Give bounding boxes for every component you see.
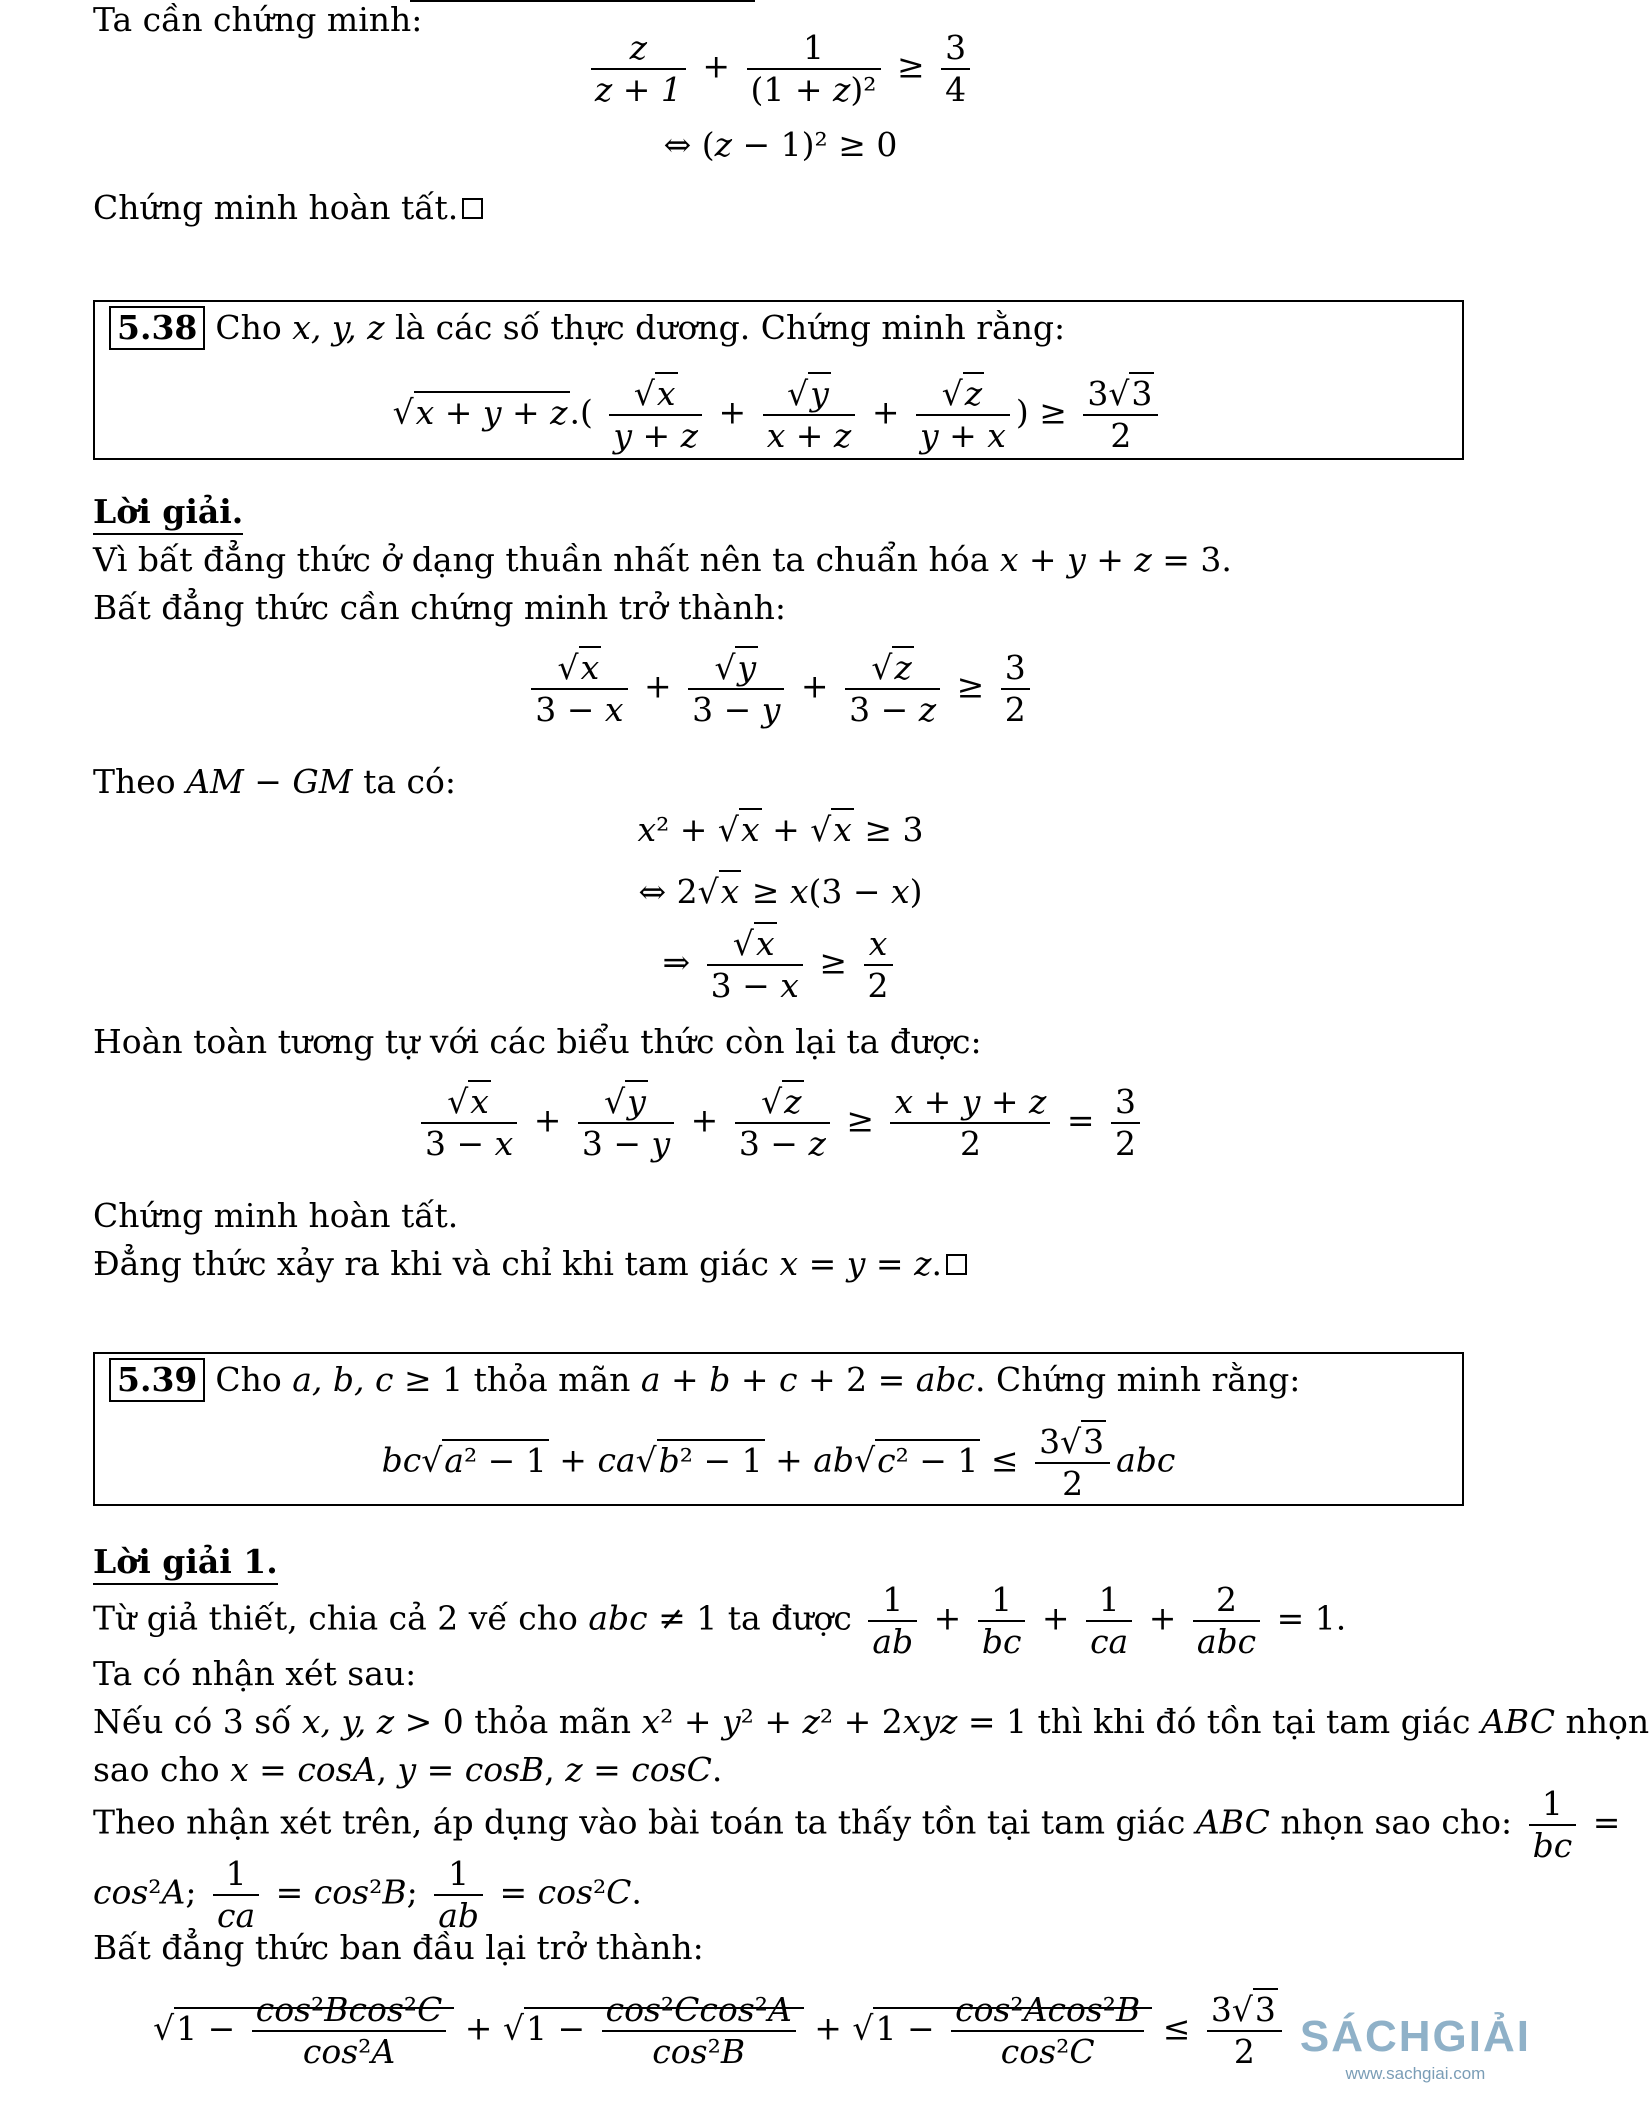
problem-539-number: 5.39 — [109, 1358, 205, 1402]
need-prove-text: Ta cần chứng minh: — [93, 0, 423, 39]
problem-538-statement: Cho x, y, z là các số thực dương. Chứng minh rằng: — [215, 308, 1066, 347]
qed-icon — [946, 1254, 967, 1275]
solution-538-line-2: Bất đẳng thức cần chứng minh trở thành: — [93, 588, 786, 627]
solution-539-line-1: Từ giả thiết, chia cả 2 vế cho abc ≠ 1 ta được $\frac{1}{ab}$ + $\frac{1}{bc}$ + $\frac{1}{ca}$ + $\frac{2}{\text{abc}}$ = 1. — [93, 1580, 1347, 1661]
intro-equation-2: ⇔ (z − 1)² ≥ 0 — [663, 125, 898, 164]
solution-538-done: Chứng minh hoàn tất. — [93, 1196, 459, 1235]
watermark-logo: SÁCHGIẢI — [1299, 2011, 1531, 2061]
solution-538-heading: Lời giải. — [93, 492, 243, 535]
problem-539-box — [93, 1352, 1464, 1506]
amgm-text: Theo AM − GM ta có: — [93, 762, 456, 801]
watermark-url: www.sachgiai.com — [1345, 2063, 1486, 2083]
solution-539-line-2: Ta có nhận xét sau: — [93, 1654, 417, 1693]
amgm-step-3: ⇒ $\frac{√x}{3 - x}$ ≥ $\frac{x}{2}$ — [0, 924, 1561, 1005]
solution-539-heading: Lời giải 1. — [93, 1542, 278, 1585]
solution-539-line-5: Theo nhận xét trên, áp dụng vào bài toán ta thấy tồn tại tam giác ABC nhọn sao cho: $\frac{1}{bc}$ = — [93, 1784, 1621, 1865]
similar-text: Hoàn toàn tương tự với các biểu thức còn lại ta được: — [93, 1022, 982, 1061]
problem-539-inequality: bc√a² − 1 + ca√b² − 1 + ab√c² − 1 ≤ $\frac{3√3}{2}$ abc — [381, 1422, 1176, 1503]
solution-538-equality: Đẳng thức xảy ra khi và chỉ khi tam giác x = y = z. — [93, 1244, 967, 1284]
intro-equation-1: $\frac{z}{z + 1}$ + $\frac{1}{\text{(1 + z)²}}$ ≥ $\frac{3}{4}$ — [0, 28, 1561, 109]
amgm-step-1: x² + √x + √x ≥ 3 — [637, 810, 924, 849]
qed-icon — [462, 198, 483, 219]
problem-538-inequality: √x + y + z.( $\frac{√x}{y + z}$ + $\frac{√y}{x + z}$ + $\frac{√z}{y + x}$ ) ≥ $\frac{3√3}{2}$ — [95, 374, 1462, 455]
solution-538-reduced-equation: $\frac{√x}{3 - x}$ + $\frac{√y}{3 - y}$ + $\frac{√z}{3 - z}$ ≥ $\frac{3}{2}$ — [0, 648, 1561, 729]
problem-538-box — [93, 300, 1464, 460]
problem-538-number: 5.38 — [109, 306, 205, 350]
top-rule — [410, 0, 755, 2]
solution-539-line-3: Nếu có 3 số x, y, z > 0 thỏa mãn x² + y² + z² + 2xyz = 1 thì khi đó tồn tại tam giác ABC nhọn — [93, 1702, 1649, 1741]
solution-539-final-inequality: √1 − $\frac{\text{cos²Bcos²C}}{\text{cos²A}}$ + √1 − $\frac{\text{cos²Ccos²A}}{\text{cos²B}}$ + √1 − $\frac{\text{cos²Acos²B}}{\text{cos²C}}$ ≤ $\frac{3√3}{2}$ — [0, 1990, 1501, 2071]
amgm-step-2: ⇔ 2√x ≥ x(3 − x) — [638, 872, 923, 911]
intro-done: Chứng minh hoàn tất. — [93, 188, 483, 228]
solution-539-line-6: cos²A; $\frac{1}{ca}$ = cos²B; $\frac{1}{ab}$ = cos²C. — [93, 1854, 642, 1935]
problem-539-statement: Cho a, b, c ≥ 1 thỏa mãn a + b + c + 2 = abc. Chứng minh rằng: — [215, 1360, 1301, 1399]
solution-539-line-4: sao cho x = cosA, y = cosB, z = cosC. — [93, 1750, 723, 1789]
solution-538-sum-equation: $\frac{√x}{3 - x}$ + $\frac{√y}{3 - y}$ + $\frac{√z}{3 - z}$ ≥ $\frac{x + y + z}{2}$ = $\frac{3}{2}$ — [0, 1082, 1561, 1163]
watermark — [1300, 2011, 1531, 2084]
solution-539-line-7: Bất đẳng thức ban đầu lại trở thành: — [93, 1928, 704, 1967]
solution-538-line-1: Vì bất đẳng thức ở dạng thuần nhất nên ta chuẩn hóa x + y + z = 3. — [93, 540, 1232, 579]
